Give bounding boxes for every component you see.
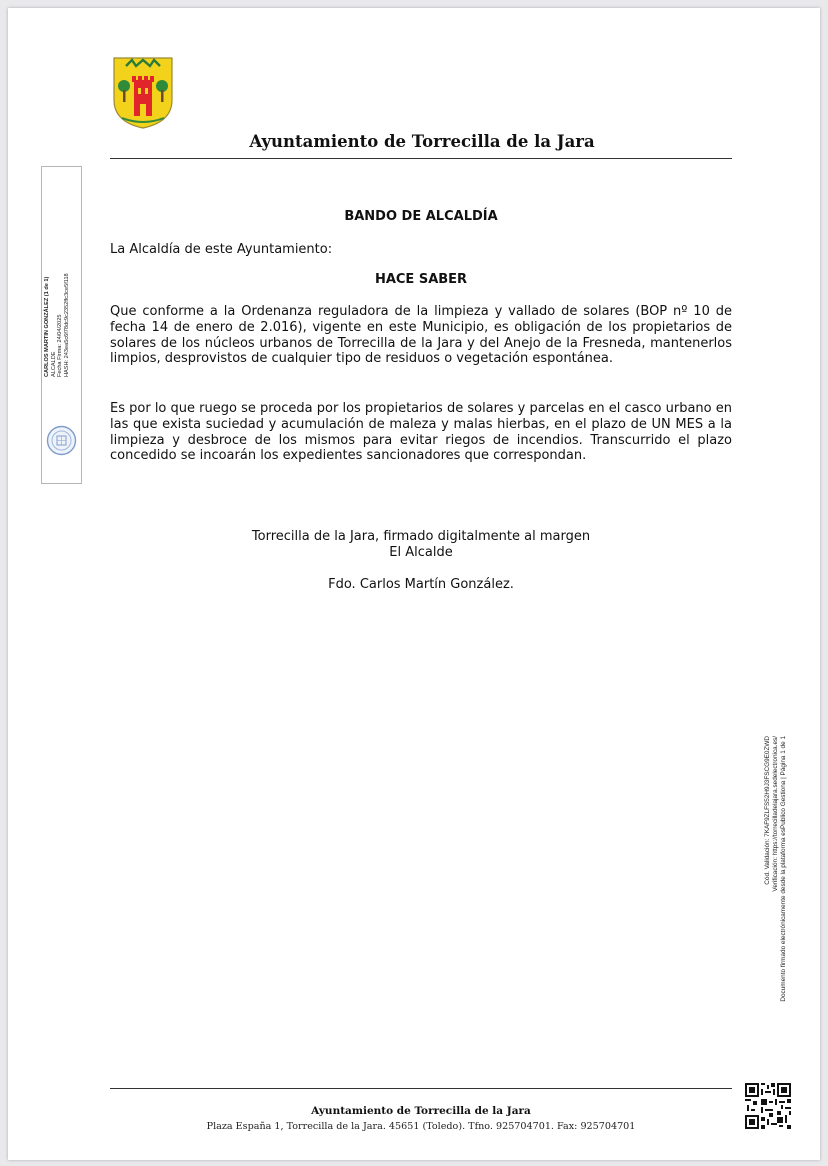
closing-place: Torrecilla de la Jara, firmado digitalmente al margen xyxy=(251,529,591,544)
verification-code: Cód. Validación: 7KAF9ZLFS52H9J3FSCG9E0ZWD xyxy=(764,736,771,885)
closing-role: El Alcalde xyxy=(389,545,453,560)
signature-hash: HASH: 243ea5c6f78dc9c2352ffc3ce5f118 xyxy=(63,273,70,377)
signer-name: CARLOS MARTIN GONZÁLEZ (1 de 1) xyxy=(44,276,50,377)
intro-line: La Alcaldía de este Ayuntamiento: xyxy=(110,242,333,257)
footer-address: Plaza España 1, Torrecilla de la Jara. 45651 (Toledo). Tfno. 925704701. Fax: 925704701 xyxy=(206,1121,636,1132)
coat-of-arms-icon xyxy=(112,56,174,130)
announcement-heading: HACE SABER xyxy=(374,272,468,287)
signature-panel xyxy=(41,166,82,484)
signature-details xyxy=(44,177,78,377)
verification-panel xyxy=(764,736,800,1076)
footer-divider xyxy=(110,1088,732,1089)
verification-url[interactable]: Verificación: https://torrecilladelajara.sedelectronica.es/ xyxy=(772,736,780,892)
paragraph-request: Es por lo que ruego se proceda por los propietarios de solares y parcelas en el casco urbano en las que exista suciedad y acumulación de maleza y malas hierbas, en el plazo de UN MES a la limpieza y desbroce de los mismos para evitar riegos de incendios. Transcurrido el plazo concedido se incoarán los expedientes sancionadores que correspondan. xyxy=(110,401,732,464)
header-organization: Ayuntamiento de Torrecilla de la Jara xyxy=(249,132,595,151)
closing-signature: Fdo. Carlos Martín González. xyxy=(328,577,514,592)
signer-role: ALCALDE xyxy=(50,351,57,377)
verification-text xyxy=(764,736,794,1076)
footer-organization: Ayuntamiento de Torrecilla de la Jara xyxy=(311,1105,531,1117)
qr-code-icon xyxy=(745,1083,791,1129)
verification-note: Documento firmado electrónicamente desde la plataforma esPublico Gestiona | Página 1 de 1 xyxy=(780,736,788,1002)
header-divider xyxy=(110,158,732,159)
seal-icon xyxy=(46,425,77,456)
document-page xyxy=(8,8,820,1160)
paragraph-ordinance: Que conforme a la Ordenanza reguladora de la limpieza y vallado de solares (BOP nº 10 de fecha 14 de enero de 2.016), vigente en este Municipio, es obligación de los propietarios de solares de los núcleos urbanos de Torrecilla de la Jara y del Anejo de la Fresneda, mantenerlos limpios, desprovistos de cualquier tipo de residuos o vegetación espontánea. xyxy=(110,304,732,367)
signature-date: Fecha Firma: 24/04/2025 xyxy=(57,314,64,377)
document-title: BANDO DE ALCALDÍA xyxy=(344,209,498,224)
